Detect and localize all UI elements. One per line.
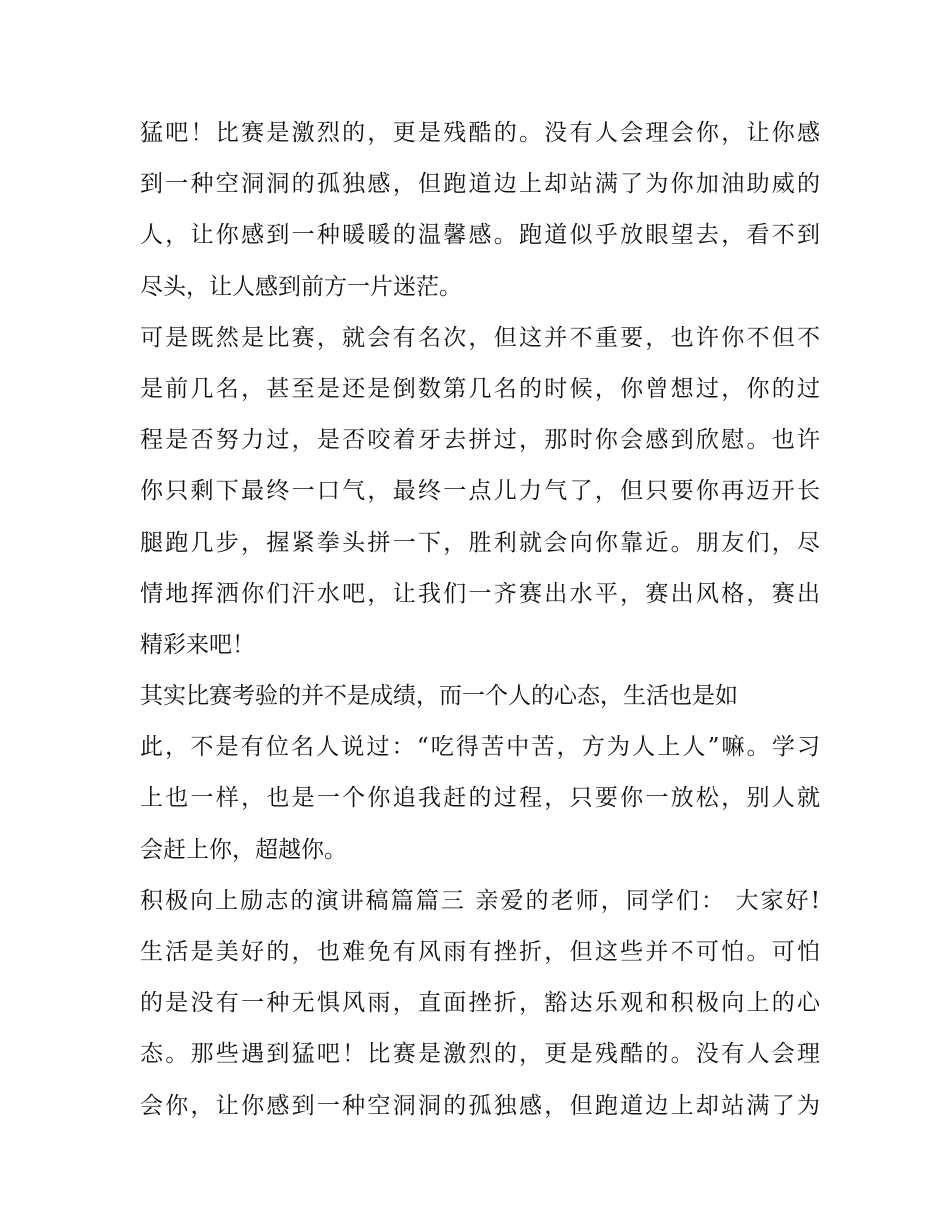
text-line: 精彩来吧！ [140, 631, 255, 658]
text-line: 人，让你感到一种暖暖的温馨感。跑道似乎放眼望去，看不到 [140, 222, 820, 249]
body-text [140, 108, 820, 1132]
text-line: 生活是美好的，也难免有风雨有挫折，但这些并不可怕。可怕 [140, 939, 820, 965]
text-line: 的是没有一种无惧风雨，直面挫折，豁达乐观和积极向上的心 [140, 990, 820, 1017]
text-line: 尽头，让人感到前方一片迷茫。 [140, 273, 462, 300]
text-line: 上也一样，也是一个你追我赶的过程，只要你一放松，别人就 [140, 785, 820, 812]
text-line: 会你，让你感到一种空洞洞的孤独感，但跑道边上却站满了为 [140, 1092, 820, 1119]
text-line: 积极向上励志的演讲稿篇篇三 亲爱的老师，同学们： 大家好! [140, 887, 820, 914]
text-line: 你只剩下最终一口气，最终一点儿力气了，但只要你再迈开长 [140, 478, 820, 505]
text-line: 其实比赛考验的并不是成绩，而一个人的心态，生活也是如 [140, 683, 738, 710]
text-line: 猛吧！比赛是激烈的，更是残酷的。没有人会理会你，让你感 [140, 120, 820, 146]
text-line: 是前几名，甚至是还是倒数第几名的时候，你曾想过，你的过 [140, 375, 820, 402]
text-line: 态。那些遇到猛吧！比赛是激烈的，更是残酷的。没有人会理 [140, 1041, 820, 1068]
text-line: 情地挥洒你们汗水吧，让我们一齐赛出水平，赛出风格，赛出 [140, 580, 820, 607]
text-line: 腿跑几步，握紧拳头拼一下，胜利就会向你靠近。朋友们，尽 [140, 529, 820, 556]
text-line: 会赶上你，超越你。 [140, 836, 347, 863]
text-line: 到一种空洞洞的孤独感，但跑道边上却站满了为你加油助威的 [140, 171, 820, 198]
text-line: 此，不是有位名人说过：“吃得苦中苦，方为人上人”嘛。学习 [140, 734, 820, 761]
text-line: 可是既然是比赛，就会有名次，但这并不重要，也许你不但不 [140, 324, 820, 351]
text-line: 程是否努力过，是否咬着牙去拼过，那时你会感到欣慰。也许 [140, 427, 820, 454]
